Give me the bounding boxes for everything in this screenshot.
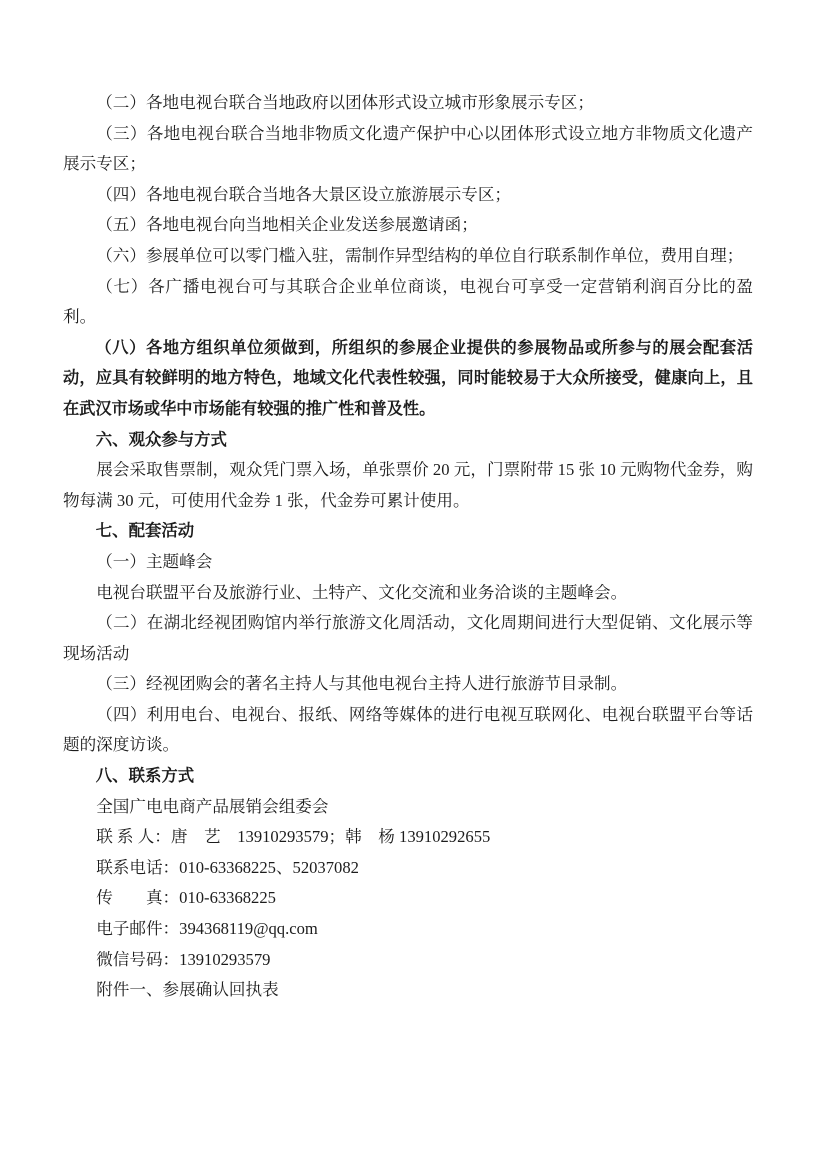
list-item-4: （四）各地电视台联合当地各大景区设立旅游展示专区； [96,184,512,204]
attachment-note: 附件一、参展确认回执表 [96,980,279,1000]
para-ticketing: 展会采取售票制，观众凭门票入场，单张票价 20 元，门票附带 15 张 10 元购物代金券，购物每满 30 元，可使用代金券 1 张，代金券可累计使用。 [63,460,753,510]
subitem-3-program-recording: （三）经视团购会的著名主持人与其他电视台主持人进行旅游节目录制。 [96,674,628,694]
contact-email: 电子邮件：394368119@qq.com [96,919,318,939]
list-item-2: （二）各地电视台联合当地政府以团体形式设立城市形象展示专区； [96,93,594,112]
list-item-6: （六）参展单位可以零门槛入驻，需制作异型结构的单位自行联系制作单位，费用自理； [96,245,744,265]
section-heading-8-contact: 八、联系方式 [95,767,195,786]
section-heading-7-supporting-activities: 七、配套活动 [95,522,195,541]
list-item-7: （七）各广播电视台可与其联合企业单位商谈，电视台可享受一定营销利润百分比的盈利。 [63,276,753,327]
section-heading-6-audience: 六、观众参与方式 [95,430,227,449]
list-item-3: （三）各地电视台联合当地非物质文化遗产保护中心以团体形式设立地方非物质文化遗产展示专区； [63,123,753,174]
document-body [63,88,753,1006]
subitem-1-theme-summit: （一）主题峰会 [96,551,213,571]
contact-person: 联 系 人：唐 艺 13910293579；韩 杨 13910292655 [96,827,491,847]
contact-phone: 联系电话：010-63368225、52037082 [96,857,359,877]
contact-wechat: 微信号码：13910293579 [96,949,271,969]
contact-fax: 传 真：010-63368225 [96,888,276,908]
subitem-4-media-interviews: （四）利用电台、电视台、报纸、网络等媒体的进行电视互联网化、电视台联盟平台等话题的深度访谈。 [63,704,753,755]
contact-organization: 全国广电电商产品展销会组委会 [96,796,329,816]
para-summit-description: 电视台联盟平台及旅游行业、土特产、文化交流和业务洽谈的主题峰会。 [96,582,628,602]
list-item-8-emphasized: （八）各地方组织单位须做到，所组织的参展企业提供的参展物品或所参与的展会配套活动，应具有较鲜明的地方特色，地域文化代表性较强，同时能较易于大众所接受，健康向上，且在武汉市场或华中市场能有较强的推广性和普及性。 [63,338,753,418]
subitem-2-culture-week: （二）在湖北经视团购馆内举行旅游文化周活动，文化周期间进行大型促销、文化展示等现场活动 [63,613,753,663]
list-item-5: （五）各地电视台向当地相关企业发送参展邀请函； [96,215,478,235]
